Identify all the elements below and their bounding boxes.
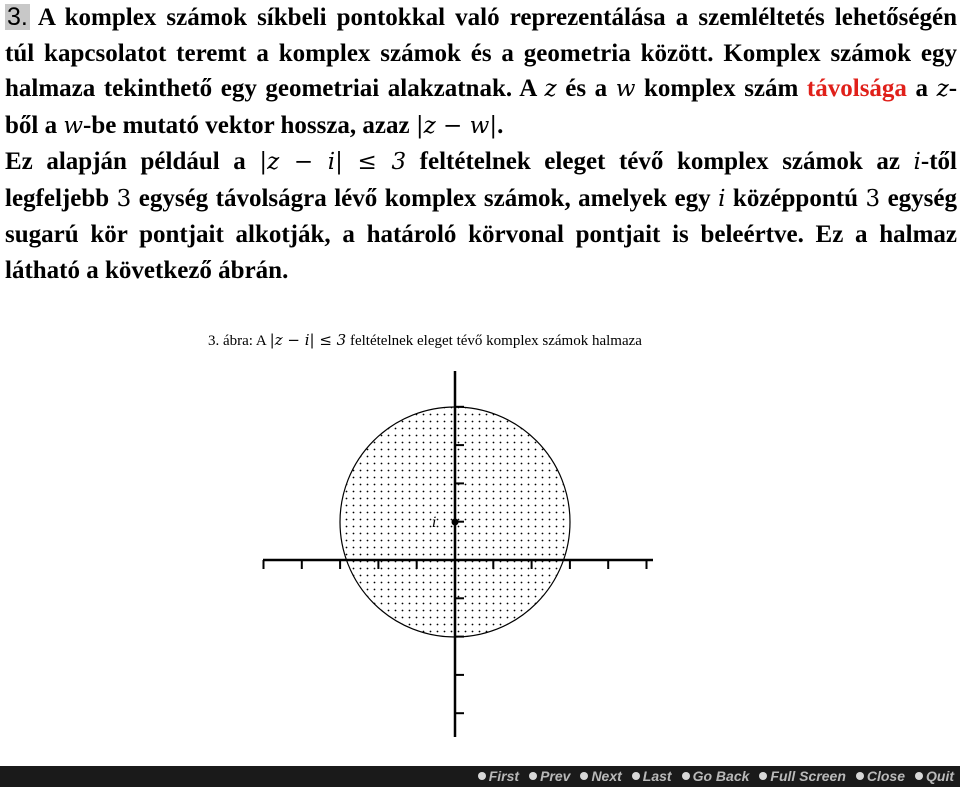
nav-label: First xyxy=(488,768,520,784)
math-number: 3 xyxy=(865,185,881,212)
text-run: egység távolságra lévő komplex számok, amelyek egy xyxy=(131,184,719,212)
text-run: A komplex számok síkbeli pontokkal való reprezentálása a szemléltetés lehetőségén túl kapcsolatot teremt a komplex számok és a geometria között. Komplex számok egy halmaza tekinthető egy geometriai alakzatnak. A xyxy=(5,4,957,102)
center-label: i xyxy=(432,515,437,531)
nav-full-screen[interactable] xyxy=(759,768,845,784)
text-run: egység sugarú kör pontjait alkotják, a határoló körvonal pontjait is beleértve. Ez a halmaz látható a következő ábrán. xyxy=(5,184,957,284)
nav-label: Close xyxy=(866,768,905,784)
nav-label: Go Back xyxy=(692,768,750,784)
nav-label: Quit xyxy=(926,768,954,784)
text-run: és a xyxy=(556,75,616,102)
math-expression: |z − i| ≤ 3 xyxy=(259,149,407,175)
center-point xyxy=(452,519,459,526)
nav-go-back[interactable] xyxy=(682,768,750,784)
slide-number: 3. xyxy=(7,3,28,31)
text-run: Ez alapján például a xyxy=(5,148,260,175)
figure-frame xyxy=(203,327,716,762)
nav-next[interactable] xyxy=(580,768,621,784)
caption-text-rest: feltételnek eleget tévő komplex számok halmaza xyxy=(346,333,642,349)
nav-label: Next xyxy=(591,768,622,784)
nav-quit[interactable] xyxy=(915,768,954,784)
caption-expression: |z − i| ≤ 3 xyxy=(269,331,347,349)
math-z: z xyxy=(544,76,557,102)
paragraph-1 xyxy=(5,0,957,144)
nav-items xyxy=(478,768,954,784)
text-run: középpontú xyxy=(725,184,866,212)
bullet-icon xyxy=(915,772,923,780)
nav-last[interactable] xyxy=(632,768,672,784)
text-run: a xyxy=(906,75,937,102)
slide-text xyxy=(5,0,957,288)
nav-first[interactable] xyxy=(478,768,519,784)
bullet-icon xyxy=(580,772,588,780)
nav-prev[interactable] xyxy=(529,768,570,784)
bullet-icon xyxy=(632,772,640,780)
math-z: z xyxy=(936,76,949,102)
navigation-bar xyxy=(0,766,960,787)
math-expression: |z − w| xyxy=(415,112,498,139)
bullet-icon xyxy=(529,772,537,780)
text-run: feltételnek eleget tévő komplex számok az xyxy=(406,148,914,175)
bullet-icon xyxy=(856,772,864,780)
nav-label: Prev xyxy=(540,768,571,784)
text-run: -ből a xyxy=(5,75,958,139)
caption-text: 3. ábra: A xyxy=(208,333,270,349)
figure xyxy=(203,327,716,762)
nav-close[interactable] xyxy=(856,768,905,784)
math-w: w xyxy=(615,76,636,102)
bullet-icon xyxy=(478,772,486,780)
text-run: -től legfeljebb xyxy=(5,148,957,212)
disk-diagram xyxy=(203,327,716,762)
nav-label: Full Screen xyxy=(770,768,846,784)
highlighted-term: távolsága xyxy=(806,75,907,102)
math-i: i xyxy=(718,185,726,212)
text-run: . xyxy=(497,111,504,139)
nav-label: Last xyxy=(642,768,672,784)
bullet-icon xyxy=(682,772,690,780)
math-w: w xyxy=(63,112,84,139)
paragraph-2 xyxy=(5,144,957,288)
text-run: komplex szám xyxy=(635,75,807,102)
math-i: i xyxy=(913,149,921,175)
text-run: -be mutató vektor hossza, azaz xyxy=(83,111,416,139)
math-number: 3 xyxy=(116,185,132,212)
bullet-icon xyxy=(759,772,767,780)
